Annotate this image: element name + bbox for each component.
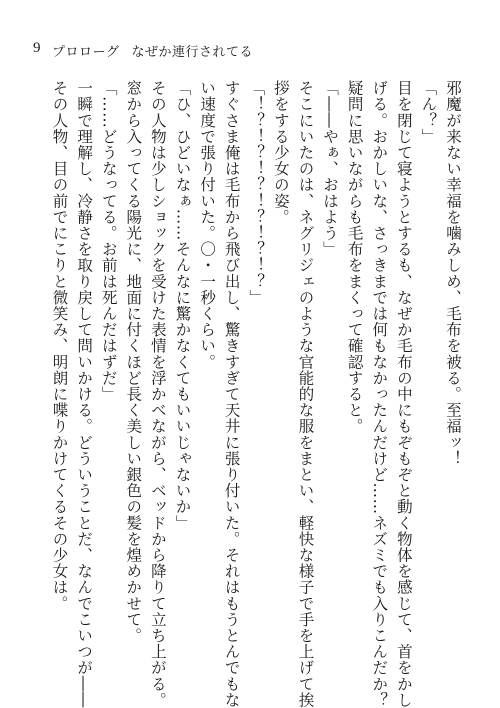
text-line: すぐさま俺は毛布から飛び出し、驚きすぎて天井に張り付いた。それはもうとんでもな xyxy=(222,80,241,708)
text-line: 一瞬で理解し、冷静さを取り戻して問いかける。どういうことだ、なんでこいつが―― xyxy=(75,80,94,708)
text-line: 疑問に思いながらも毛布をまくって確認すると。 xyxy=(345,80,364,435)
text-line: その人物、目の前でにこりと微笑み、明朗に喋りかけてくるその少女は。 xyxy=(50,80,69,612)
text-line: その人物は少しショックを受けた表情を浮かべながら、ベッドから降りて立ち上がる。 xyxy=(148,80,167,708)
text-line: げる。おかしいな、さっきまでは何もなかったんだけど……ネズミでも入りこんだか？ xyxy=(370,80,389,708)
chapter-title: プロローグ xyxy=(52,45,120,60)
text-line: 「……どうなってる。お前は死んだはずだ」 xyxy=(99,80,118,402)
text-line: 「ん？」 xyxy=(419,80,438,145)
body-text xyxy=(47,80,465,708)
text-line: 「――やぁ、おはよう」 xyxy=(321,80,340,258)
text-line: そこにいたのは、ネグリジェのような官能的な服をまとい、軽快な様子で手を上げて挨 xyxy=(296,80,315,708)
text-line: 「！？！？！？！？！？！？」 xyxy=(247,80,266,306)
text-line: 邪魔が来ない幸福を噛みしめ、毛布を被る。至福ッ！ xyxy=(444,80,462,467)
chapter-subtitle: なぜか連行されてる xyxy=(131,45,254,60)
running-header xyxy=(52,41,253,60)
text-line: 「ひ、ひどいなぁ……そんなに驚かなくてもいいじゃないか」 xyxy=(173,80,192,531)
text-line: 目を閉じて寝ようとするも、なぜか毛布の中にもぞもぞと動く物体を感じて、首をかし xyxy=(394,80,413,708)
text-line: 窓から入ってくる陽光に、地面に付くほど長く美しい銀色の髪を煌めかせて。 xyxy=(124,80,143,644)
page-number: 9 xyxy=(33,40,41,56)
text-line: い速度で張り付いた。〇・一秒くらい。 xyxy=(198,80,217,370)
text-line: 拶をする少女の姿。 xyxy=(271,80,290,225)
